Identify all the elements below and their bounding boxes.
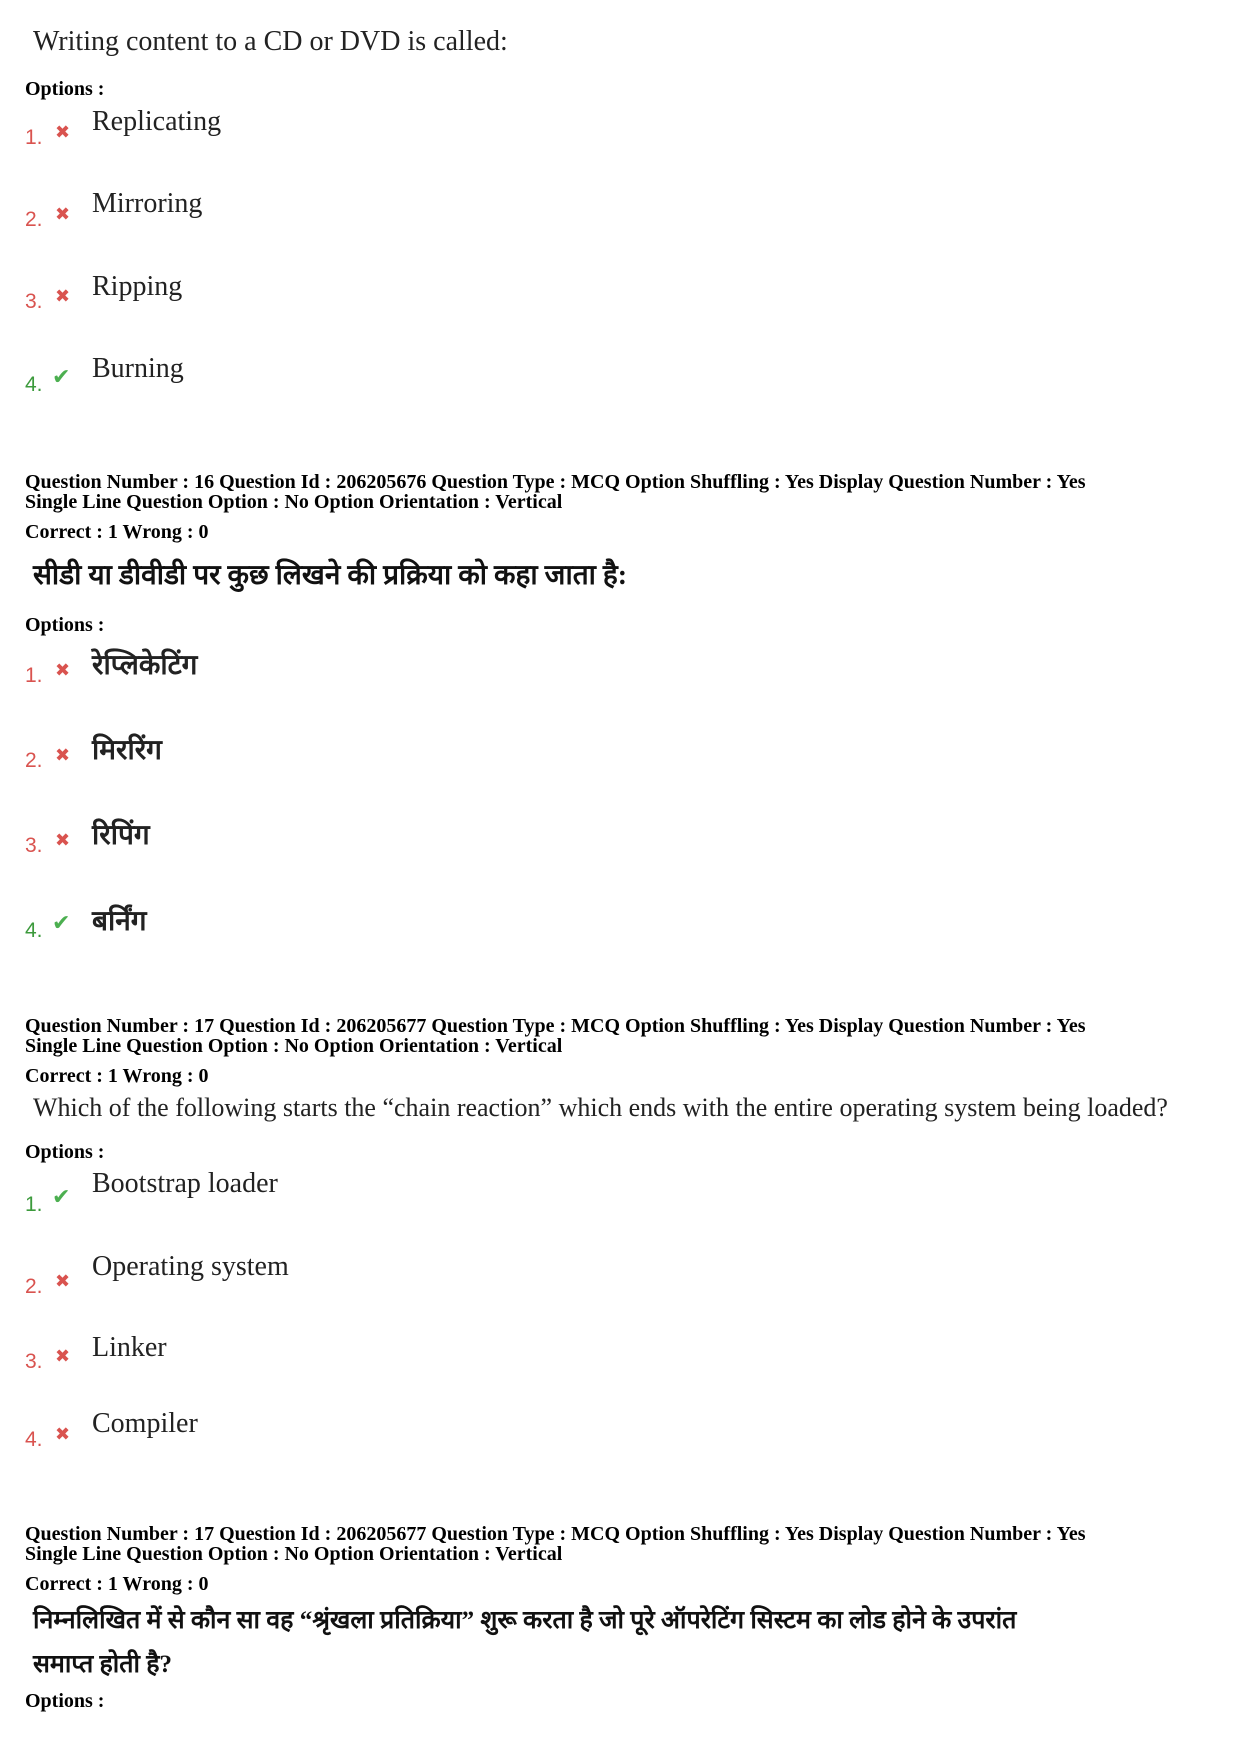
question-text: निम्नलिखित में से कौन सा वह “श्रृंखला प्रतिक्रिया” शुरू करता है जो पूरे ऑपरेटिंग सिस्टम का लोड होने के उपरांत <box>33 1607 1017 1634</box>
question-text: सीडी या डीवीडी पर कुछ लिखने की प्रक्रिया को कहा जाता है: <box>33 560 628 591</box>
cross-icon: ✖ <box>55 204 71 225</box>
option-number: 4. <box>25 1428 43 1451</box>
question-meta: Single Line Question Option : No Option Orientation : Vertical <box>25 491 563 513</box>
cross-icon: ✖ <box>55 830 71 851</box>
cross-icon: ✖ <box>55 286 71 307</box>
score-info: Correct : 1 Wrong : 0 <box>25 521 209 543</box>
cross-icon: ✖ <box>55 660 71 681</box>
options-label: Options : <box>25 78 105 100</box>
cross-icon: ✖ <box>55 745 71 766</box>
option-number: 3. <box>25 1350 43 1373</box>
score-info: Correct : 1 Wrong : 0 <box>25 1065 209 1087</box>
question-text: Writing content to a CD or DVD is called: <box>33 26 508 57</box>
option-text: बर्निंग <box>92 906 147 937</box>
option-text: Bootstrap loader <box>92 1168 278 1199</box>
option-number: 4. <box>25 919 43 942</box>
check-icon: ✔ <box>52 911 71 936</box>
cross-icon: ✖ <box>55 1424 71 1445</box>
option-text: Mirroring <box>92 188 203 219</box>
check-icon: ✔ <box>52 1185 71 1210</box>
question-text: समाप्त होती है? <box>33 1651 173 1678</box>
cross-icon: ✖ <box>55 1346 71 1367</box>
score-info: Correct : 1 Wrong : 0 <box>25 1573 209 1595</box>
option-text: मिररिंग <box>92 735 162 766</box>
option-text: रेप्लिकेटिंग <box>92 650 198 681</box>
option-text: Operating system <box>92 1251 289 1282</box>
option-text: Linker <box>92 1332 167 1363</box>
options-label: Options : <box>25 1141 105 1163</box>
option-number: 3. <box>25 290 43 313</box>
option-number: 4. <box>25 373 43 396</box>
cross-icon: ✖ <box>55 122 71 143</box>
option-text: Burning <box>92 353 184 384</box>
question-meta: Single Line Question Option : No Option Orientation : Vertical <box>25 1543 563 1565</box>
option-number: 1. <box>25 126 43 149</box>
options-label: Options : <box>25 614 105 636</box>
option-text: Replicating <box>92 106 222 137</box>
option-number: 1. <box>25 1193 43 1216</box>
question-meta: Question Number : 16 Question Id : 206205676 Question Type : MCQ Option Shuffling : Yes Display Question Number : Yes <box>25 471 1086 493</box>
options-label: Options : <box>25 1690 105 1712</box>
check-icon: ✔ <box>52 365 71 390</box>
option-text: रिपिंग <box>92 820 150 851</box>
option-number: 2. <box>25 749 43 772</box>
question-text: Which of the following starts the “chain reaction” which ends with the entire operating system being loaded? <box>33 1093 1168 1122</box>
option-text: Ripping <box>92 271 183 302</box>
option-number: 2. <box>25 1275 43 1298</box>
option-number: 1. <box>25 664 43 687</box>
question-meta: Question Number : 17 Question Id : 206205677 Question Type : MCQ Option Shuffling : Yes Display Question Number : Yes <box>25 1523 1086 1545</box>
option-number: 2. <box>25 208 43 231</box>
option-number: 3. <box>25 834 43 857</box>
question-meta: Question Number : 17 Question Id : 206205677 Question Type : MCQ Option Shuffling : Yes Display Question Number : Yes <box>25 1015 1086 1037</box>
option-text: Compiler <box>92 1408 198 1439</box>
question-meta: Single Line Question Option : No Option Orientation : Vertical <box>25 1035 563 1057</box>
cross-icon: ✖ <box>55 1271 71 1292</box>
